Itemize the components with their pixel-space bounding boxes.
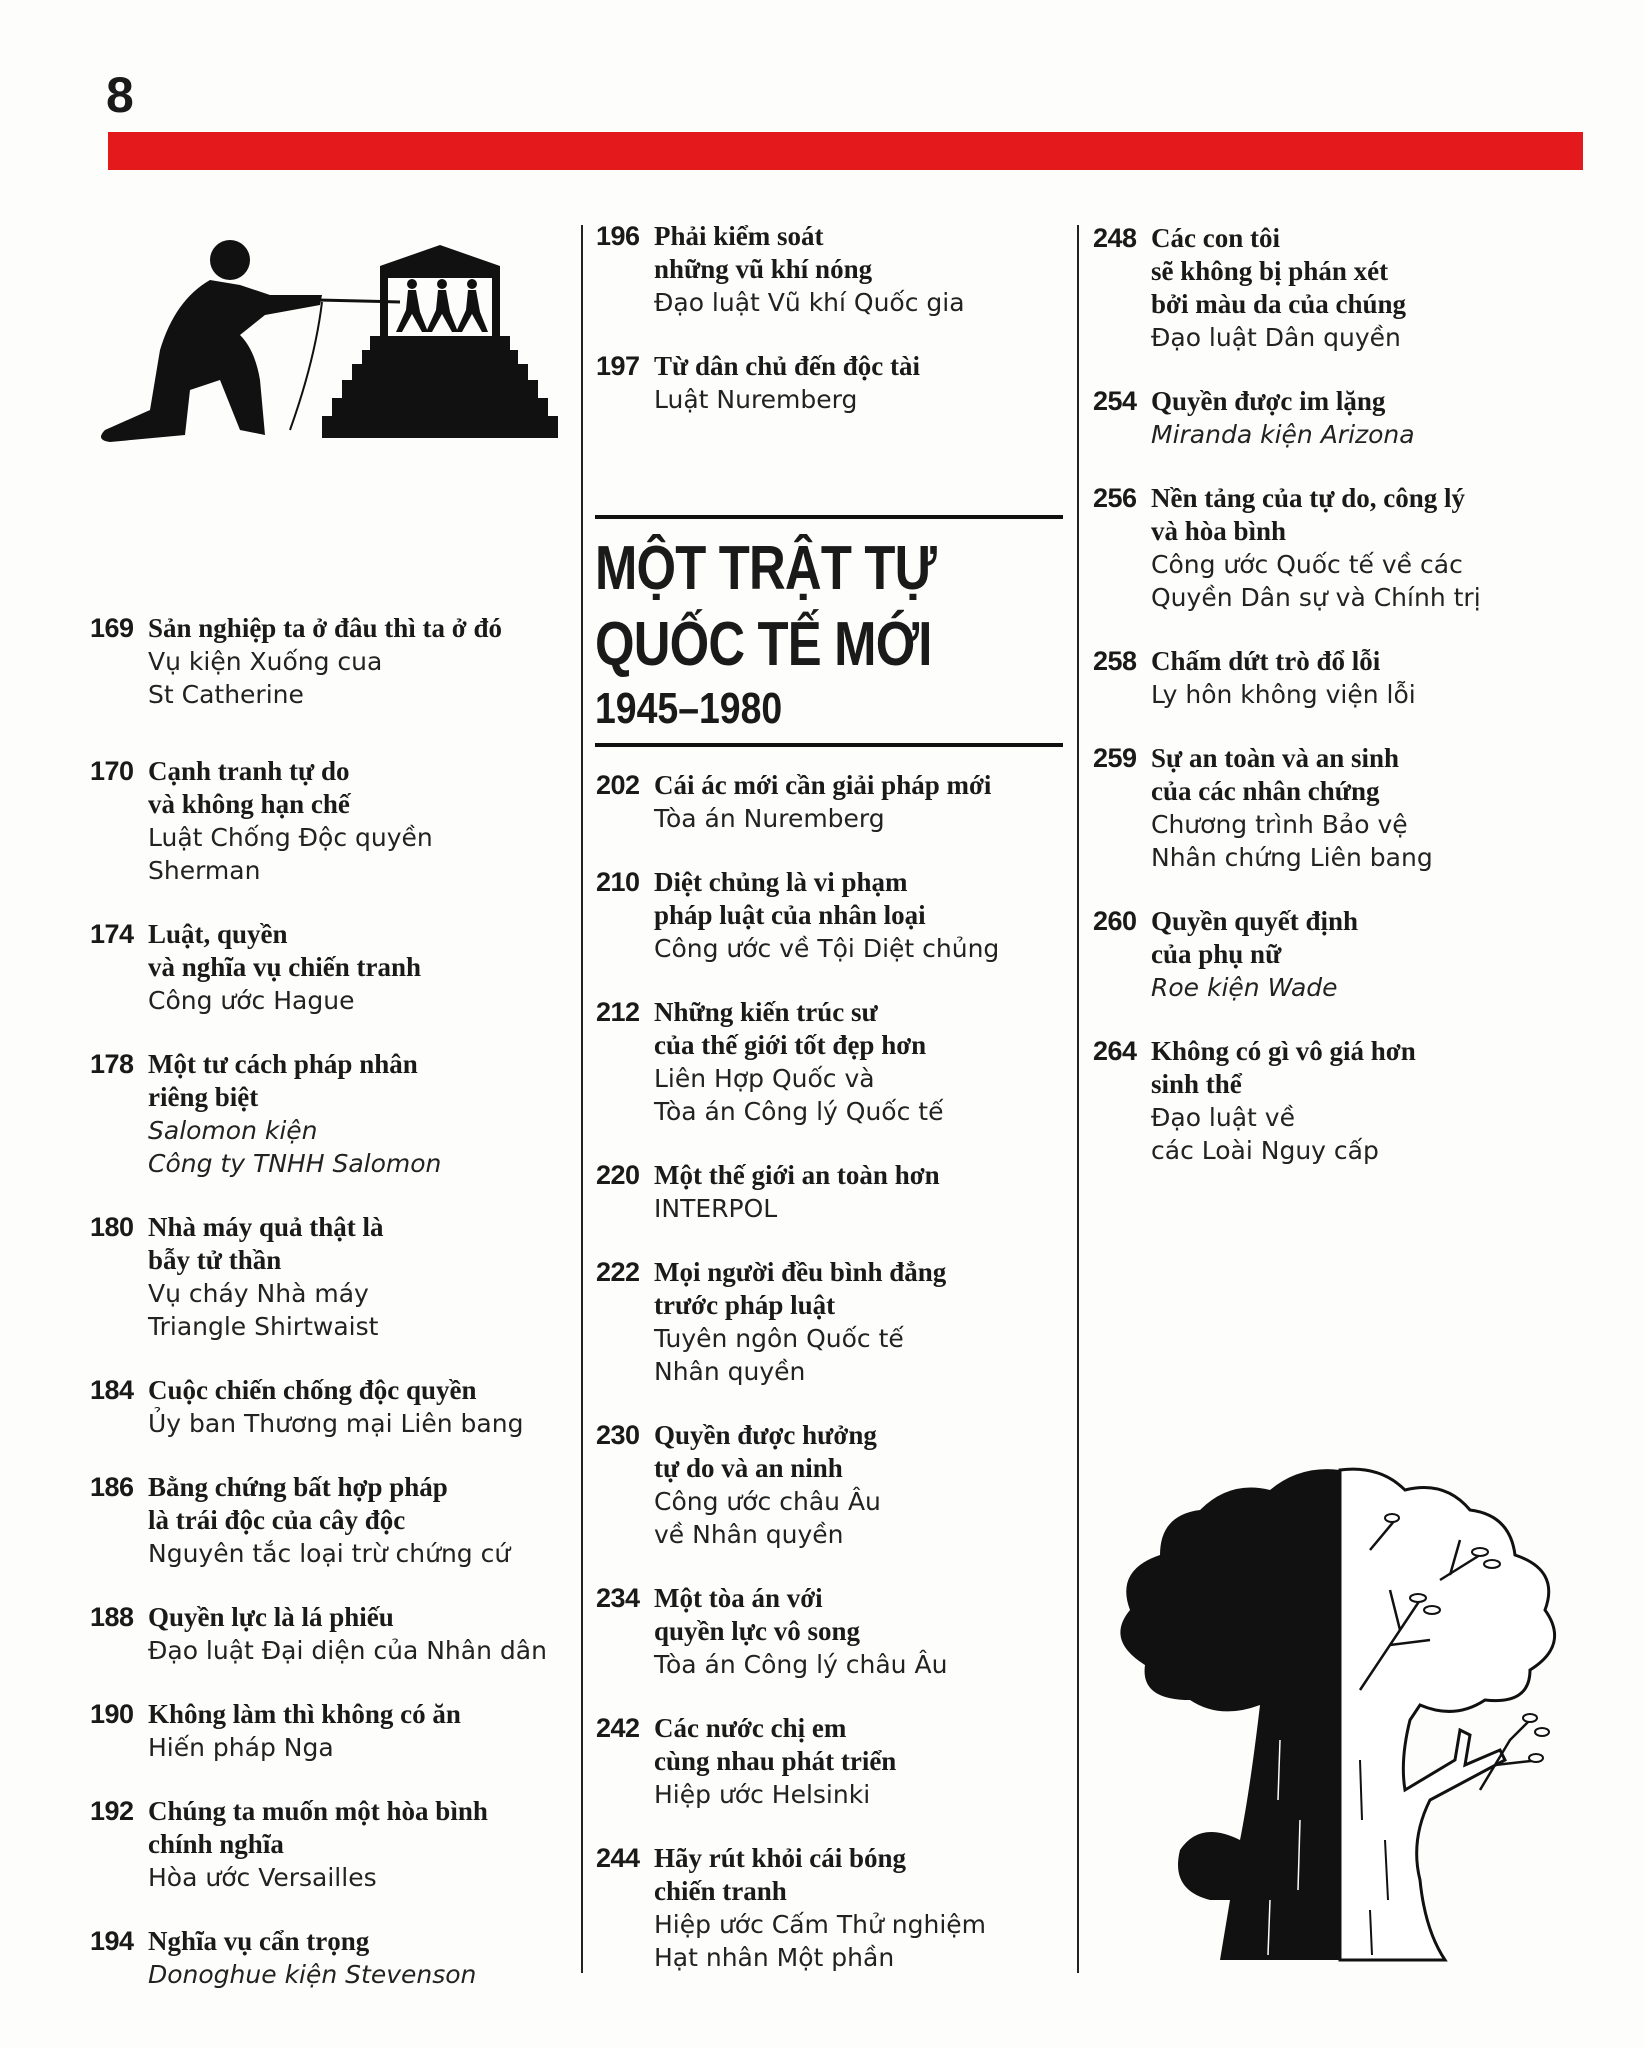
page-ref: 256 <box>1093 483 1137 513</box>
entry-title: Sự an toàn và an sinh của các nhân chứng <box>1151 743 1400 806</box>
page-ref: 230 <box>596 1420 640 1450</box>
entry-subtitle: Ly hôn không viện lỗi <box>1151 680 1416 709</box>
entry-title: Cuộc chiến chống độc quyền <box>148 1375 477 1405</box>
page-ref: 202 <box>596 770 640 800</box>
entry-title: Một tư cách pháp nhân riêng biệt <box>148 1049 418 1112</box>
toc-entry <box>90 1374 570 1440</box>
toc-entry <box>90 612 570 711</box>
entry-title: Quyền được hưởng tự do và an ninh <box>654 1420 877 1483</box>
entry-subtitle: Chương trình Bảo vệ Nhân chứng Liên bang <box>1151 810 1433 872</box>
toc-entry <box>1093 482 1593 614</box>
page-ref: 259 <box>1093 743 1137 773</box>
entry-title: Nền tảng của tự do, công lý và hòa bình <box>1151 483 1465 546</box>
toc-entry <box>90 918 570 1017</box>
page-ref: 169 <box>90 613 134 643</box>
toc-entry <box>1093 222 1593 354</box>
toc-entry <box>1093 905 1593 1004</box>
page-ref: 190 <box>90 1699 134 1729</box>
page-ref: 254 <box>1093 386 1137 416</box>
page-ref: 234 <box>596 1583 640 1613</box>
toc-entry <box>596 1582 1066 1681</box>
toc-entry <box>90 1471 570 1570</box>
entry-subtitle: Tòa án Nuremberg <box>654 804 885 833</box>
entry-title: Quyền được im lặng <box>1151 386 1386 416</box>
toc-entry <box>90 755 570 887</box>
entry-subtitle: Vụ kiện Xuống cua St Catherine <box>148 647 383 709</box>
entry-title: Phải kiểm soát những vũ khí nóng <box>654 221 873 284</box>
header-red-bar <box>108 132 1583 170</box>
page-ref: 188 <box>90 1602 134 1632</box>
entry-subtitle: Công ước Quốc tế về các Quyền Dân sự và Chính trị <box>1151 550 1481 612</box>
section-heading <box>595 515 1063 747</box>
toc-entry <box>596 769 1066 835</box>
entry-subtitle: Luật Nuremberg <box>654 385 858 414</box>
page-ref: 192 <box>90 1796 134 1826</box>
toc-entry <box>596 996 1066 1128</box>
entry-title: Bằng chứng bất hợp pháp là trái độc của cây độc <box>148 1472 448 1535</box>
entry-title: Các nước chị em cùng nhau phát triển <box>654 1713 897 1776</box>
toc-entry <box>596 220 1066 319</box>
entry-subtitle: Hiệp ước Cấm Thử nghiệm Hạt nhân Một phần <box>654 1910 986 1972</box>
toc-column-1 <box>90 612 570 1991</box>
entry-subtitle: Đạo luật Dân quyền <box>1151 323 1401 352</box>
entry-title: Các con tôi sẽ không bị phán xét bởi màu da của chúng <box>1151 223 1407 319</box>
entry-title: Chúng ta muốn một hòa bình chính nghĩa <box>148 1796 488 1859</box>
entry-title: Mọi người đều bình đẳng trước pháp luật <box>654 1257 947 1320</box>
entry-subtitle: Tòa án Công lý châu Âu <box>654 1650 948 1679</box>
entry-title: Một thế giới an toàn hơn <box>654 1160 940 1190</box>
toc-entry <box>90 1925 570 1991</box>
tug-of-war-courthouse-illustration <box>90 240 570 450</box>
entry-subtitle: Công ước về Tội Diệt chủng <box>654 934 1000 963</box>
section-years: 1945–1980 <box>595 684 783 733</box>
entry-subtitle: Đạo luật về các Loài Nguy cấp <box>1151 1103 1379 1165</box>
page-number: 8 <box>106 67 134 123</box>
page-ref: 174 <box>90 919 134 949</box>
page-ref: 197 <box>596 351 640 381</box>
entry-subtitle: Ủy ban Thương mại Liên bang <box>148 1409 524 1438</box>
entry-title: Cái ác mới cần giải pháp mới <box>654 770 992 800</box>
entry-title: Không làm thì không có ăn <box>148 1699 461 1729</box>
toc-column-2 <box>596 769 1066 1974</box>
page-ref: 210 <box>596 867 640 897</box>
entry-title: Quyền lực là lá phiếu <box>148 1602 394 1632</box>
entry-title: Nhà máy quả thật là bẫy tử thần <box>148 1212 384 1275</box>
toc-entry <box>90 1698 570 1764</box>
entry-subtitle: INTERPOL <box>654 1194 778 1223</box>
entry-title: Một tòa án với quyền lực vô song <box>654 1583 860 1646</box>
toc-entry <box>1093 742 1593 874</box>
entry-title: Không có gì vô giá hơn sinh thể <box>1151 1036 1416 1099</box>
page-ref: 258 <box>1093 646 1137 676</box>
page-ref: 248 <box>1093 223 1137 253</box>
page-ref: 196 <box>596 221 640 251</box>
entry-title: Luật, quyền và nghĩa vụ chiến tranh <box>148 919 422 982</box>
page-ref: 264 <box>1093 1036 1137 1066</box>
entry-subtitle: Roe kiện Wade <box>1151 973 1338 1002</box>
toc-entry <box>596 1712 1066 1811</box>
page-ref: 222 <box>596 1257 640 1287</box>
toc-entry <box>596 1256 1066 1388</box>
entry-title: Quyền quyết định của phụ nữ <box>1151 906 1359 969</box>
entry-subtitle: Liên Hợp Quốc và Tòa án Công lý Quốc tế <box>654 1064 944 1126</box>
mushroom-cloud-tree-illustration <box>1100 1460 1580 1970</box>
toc-entry <box>90 1601 570 1667</box>
page-ref: 260 <box>1093 906 1137 936</box>
entry-subtitle: Đạo luật Đại diện của Nhân dân <box>148 1636 547 1665</box>
toc-entry <box>596 866 1066 965</box>
toc-entry <box>1093 1035 1593 1167</box>
entry-title: Nghĩa vụ cẩn trọng <box>148 1926 370 1956</box>
entry-title: Chấm dứt trò đổ lỗi <box>1151 646 1381 676</box>
entry-title: Cạnh tranh tự do và không hạn chế <box>148 756 350 819</box>
toc-entry <box>596 350 1066 416</box>
page-ref: 212 <box>596 997 640 1027</box>
toc-entry <box>1093 645 1593 711</box>
entry-subtitle: Đạo luật Vũ khí Quốc gia <box>654 288 965 317</box>
toc-entry <box>90 1048 570 1180</box>
toc-entry <box>596 1159 1066 1225</box>
entry-title: Hãy rút khỏi cái bóng chiến tranh <box>654 1843 907 1906</box>
entry-subtitle: Donoghue kiện Stevenson <box>148 1960 477 1989</box>
page-ref: 186 <box>90 1472 134 1502</box>
column-divider-right <box>1077 225 1079 1973</box>
toc-column-3 <box>1093 222 1593 1167</box>
toc-entry <box>596 1419 1066 1551</box>
entry-subtitle: Vụ cháy Nhà máy Triangle Shirtwaist <box>148 1279 379 1341</box>
page-ref: 244 <box>596 1843 640 1873</box>
page-ref: 178 <box>90 1049 134 1079</box>
entry-subtitle: Hiến pháp Nga <box>148 1733 334 1762</box>
page-ref: 180 <box>90 1212 134 1242</box>
entry-subtitle: Nguyên tắc loại trừ chứng cứ <box>148 1539 511 1568</box>
entry-subtitle: Luật Chống Độc quyền Sherman <box>148 823 433 885</box>
entry-title: Những kiến trúc sư của thế giới tốt đẹp hơn <box>654 997 927 1060</box>
column-divider-left <box>581 225 583 1973</box>
entry-subtitle: Salomon kiện Công ty TNHH Salomon <box>148 1116 442 1178</box>
toc-entry <box>90 1211 570 1343</box>
page-ref: 184 <box>90 1375 134 1405</box>
entry-subtitle: Miranda kiện Arizona <box>1151 420 1415 449</box>
page-ref: 242 <box>596 1713 640 1743</box>
entry-title: Từ dân chủ đến độc tài <box>654 351 921 381</box>
page-ref: 220 <box>596 1160 640 1190</box>
entry-title: Diệt chủng là vi phạm pháp luật của nhân loại <box>654 867 926 930</box>
entry-subtitle: Hiệp ước Helsinki <box>654 1780 871 1809</box>
toc-entry <box>90 1795 570 1894</box>
page-ref: 194 <box>90 1926 134 1956</box>
toc-entry <box>596 1842 1066 1974</box>
toc-column-2-top <box>596 220 1066 416</box>
toc-entry <box>1093 385 1593 451</box>
entry-subtitle: Công ước Hague <box>148 986 355 1015</box>
section-title: MỘT TRẬT TỰ QUỐC TẾ MỚI <box>595 534 936 679</box>
entry-subtitle: Công ước châu Âu về Nhân quyền <box>654 1487 881 1549</box>
entry-subtitle: Tuyên ngôn Quốc tế Nhân quyền <box>654 1324 904 1386</box>
page-ref: 170 <box>90 756 134 786</box>
entry-title: Sản nghiệp ta ở đâu thì ta ở đó <box>148 613 503 643</box>
entry-subtitle: Hòa ước Versailles <box>148 1863 377 1892</box>
